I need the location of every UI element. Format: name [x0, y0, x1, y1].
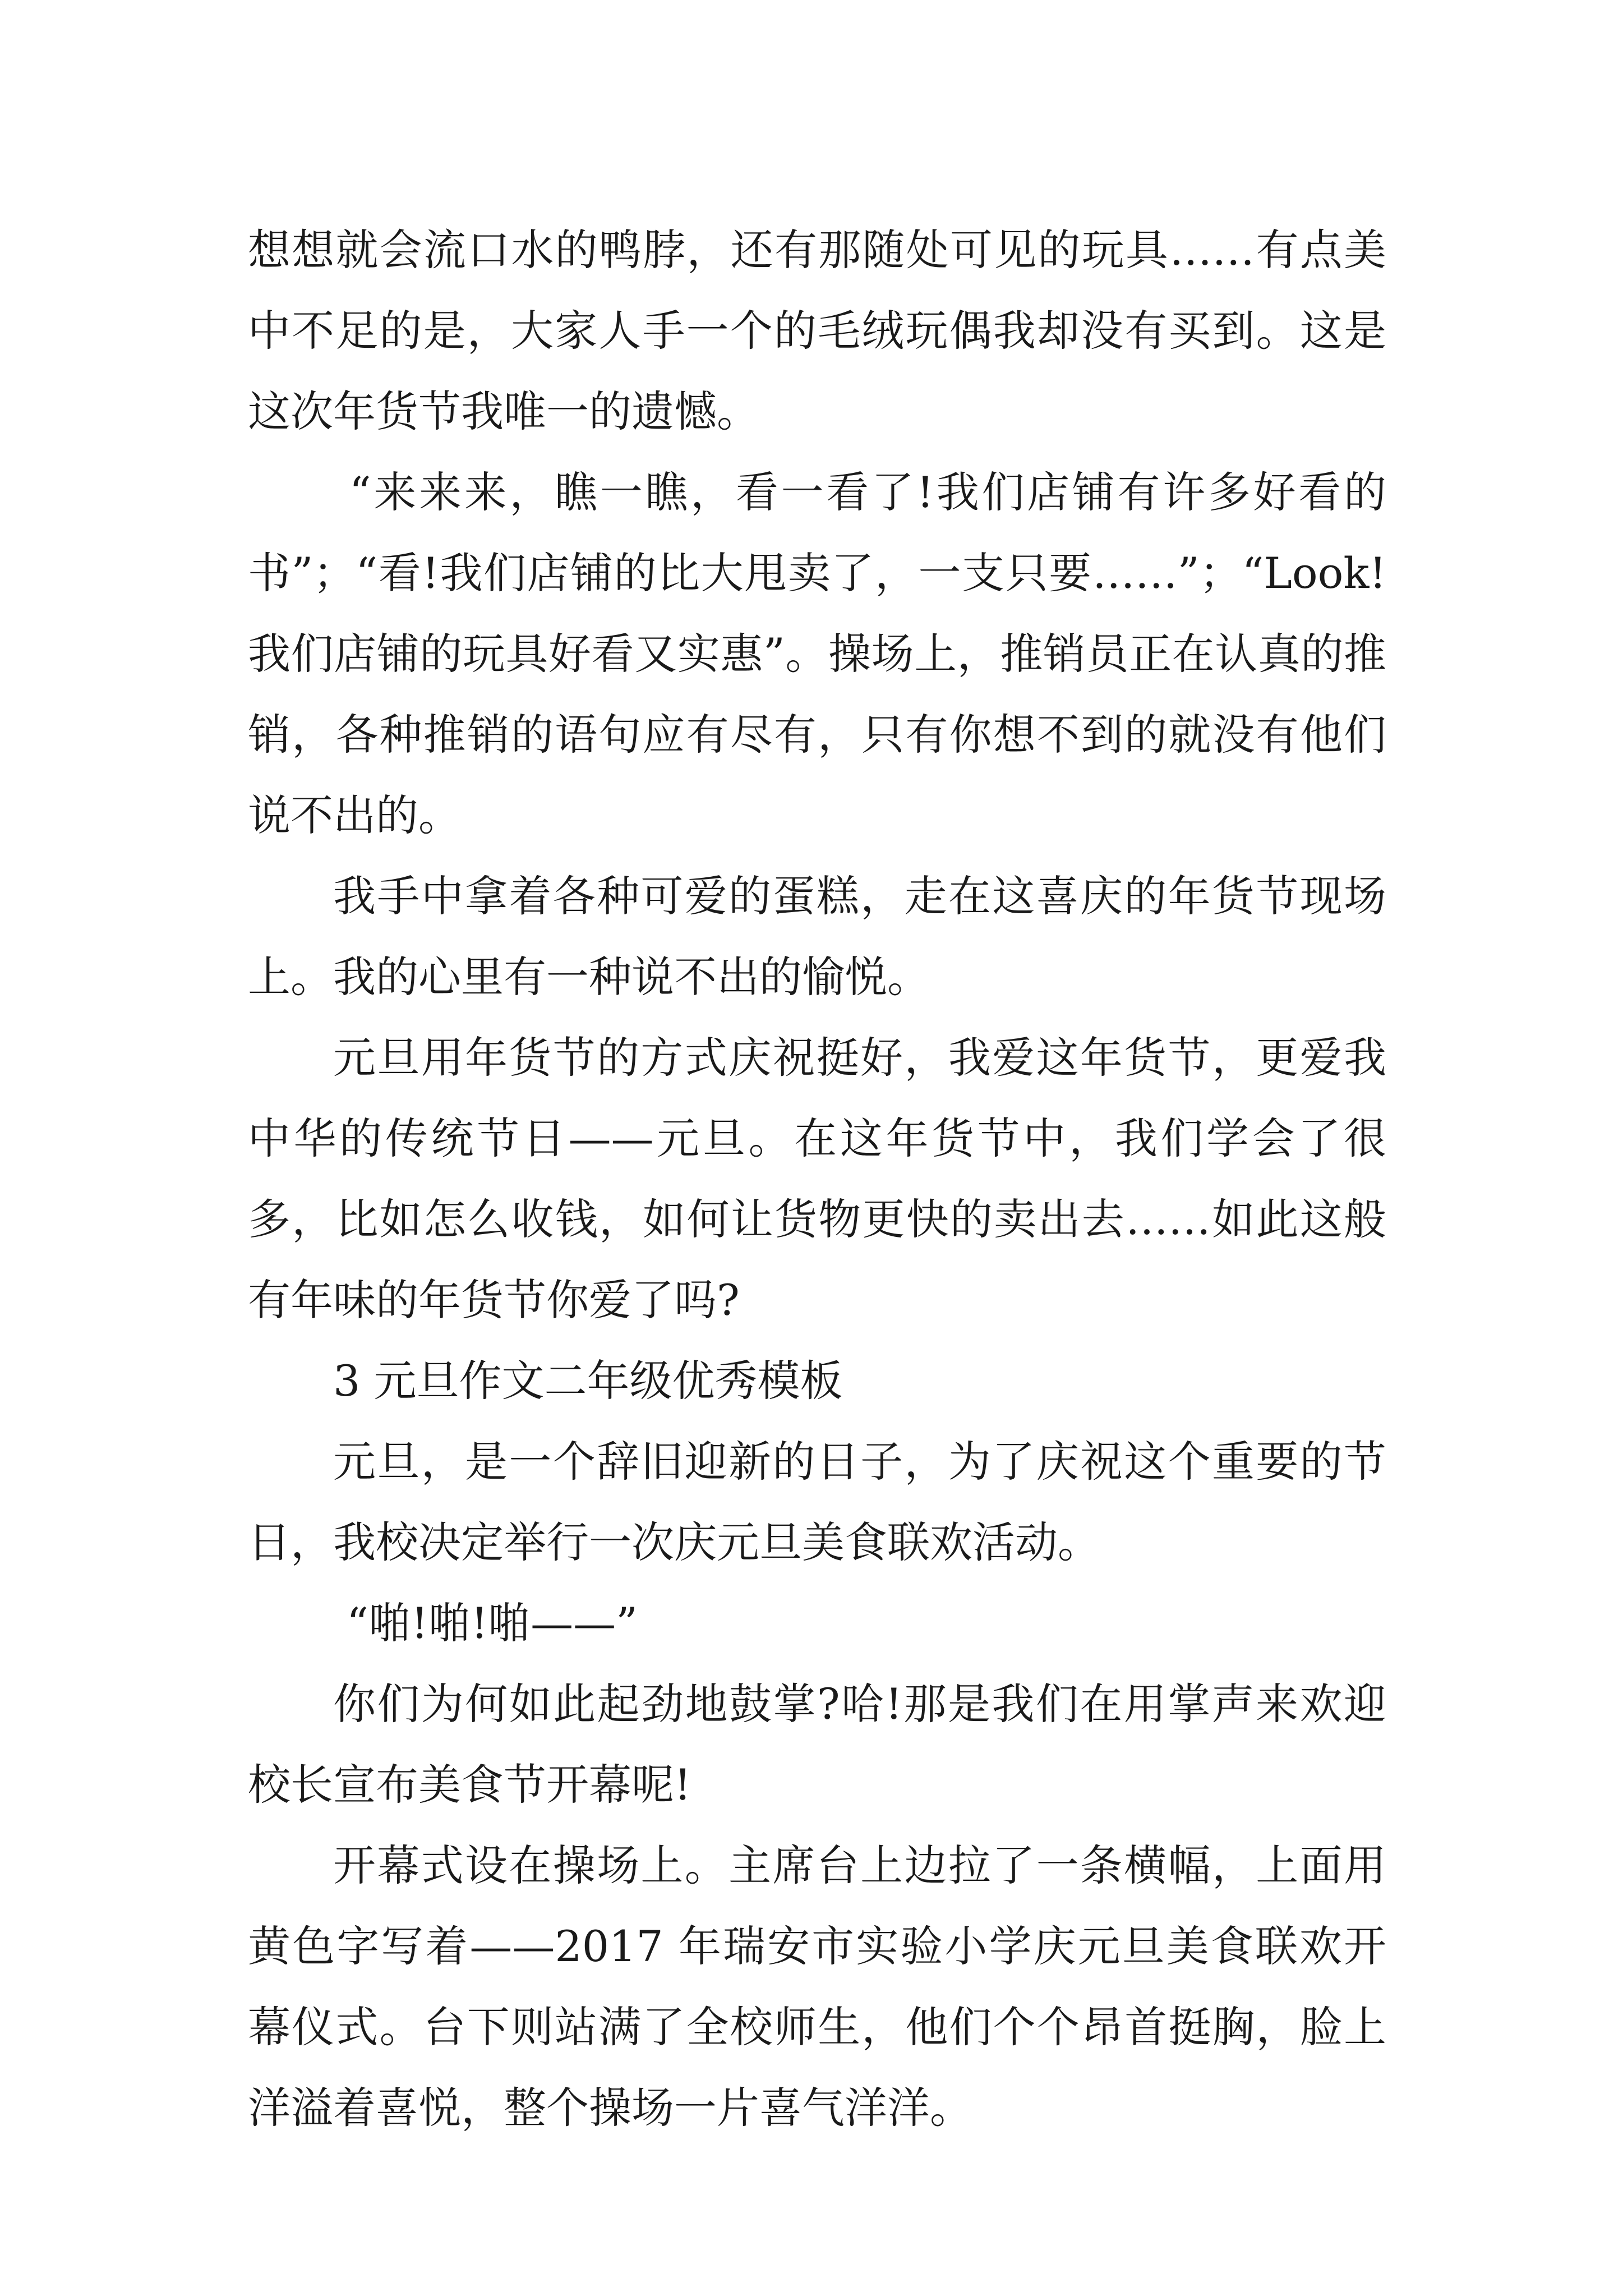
paragraph: “啪!啪!啪——”	[333, 1598, 638, 1648]
paragraph: 开幕式设在操场上。主席台上边拉了一条横幅，上面用黄色字写着——2017 年瑞安市实验小学庆元旦美食联欢开幕仪式。台下则站满了全校师生，他们个个昂首挺胸，脸上洋溢着喜悦，整个操场一片喜气洋洋。	[248, 1841, 1386, 2133]
paragraph: 想想就会流口水的鸭脖，还有那随处可见的玩具……有点美中不足的是，大家人手一个的毛绒玩偶我却没有买到。这是这次年货节我唯一的遗憾。	[248, 225, 1386, 436]
paragraph: “来来来，瞧一瞧，看一看了!我们店铺有许多好看的书”；“看!我们店铺的比大甩卖了，一支只要……”；“Look!我们店铺的玩具好看又实惠”。操场上，推销员正在认真的推销，各种推销的语句应有尽有，只有你想不到的就没有他们说不出的。	[248, 467, 1386, 840]
section-heading: 3 元旦作文二年级优秀模板	[333, 1356, 843, 1406]
paragraph: 你们为何如此起劲地鼓掌?哈!那是我们在用掌声来欢迎校长宣布美食节开幕呢!	[248, 1679, 1386, 1810]
paragraph: 我手中拿着各种可爱的蛋糕，走在这喜庆的年货节现场上。我的心里有一种说不出的愉悦。	[248, 871, 1386, 1002]
document-body	[248, 210, 1386, 2148]
paragraph: 元旦用年货节的方式庆祝挺好，我爱这年货节，更爱我中华的传统节日——元旦。在这年货节中，我们学会了很多，比如怎么收钱，如何让货物更快的卖出去……如此这般有年味的年货节你爱了吗?	[248, 1033, 1386, 1325]
paragraph: 元旦，是一个辞旧迎新的日子，为了庆祝这个重要的节日，我校决定举行一次庆元旦美食联欢活动。	[248, 1437, 1386, 1567]
